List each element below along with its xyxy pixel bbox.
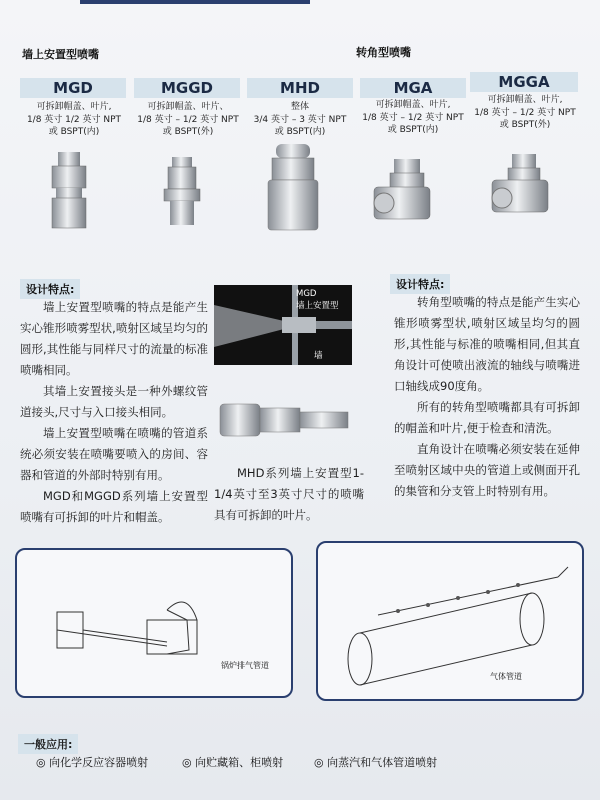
boiler-exhaust-diagram [15,548,293,698]
model-desc-mga: 可拆卸帽盖、叶片, 1/8 英寸 – 1/2 英寸 NPT 或 BSPT(内) [362,100,464,135]
application-item-steam: ◎ 向蒸汽和气体管道喷射 [314,756,438,769]
model-desc-mgga: 可拆卸帽盖、叶片, 1/8 英寸 – 1/2 英寸 NPT 或 BSPT(外) [474,95,576,130]
model-tab-mgga: MGGA [470,72,578,92]
mggd-nozzle-image [158,155,208,230]
section-title-wall: 墙上安置型喷嘴 [22,48,99,61]
mgga-nozzle-image [484,150,564,220]
boiler-exhaust-label: 锅炉排气管道 [221,661,269,670]
mhd-nozzle-image [262,140,324,235]
model-tab-mgd: MGD [20,78,126,98]
design-features-text-right: 转角型喷嘴的特点是能产生实心锥形喷雾型状,喷射区域呈均匀的圆形,其性能与标准的喷嘴相同,但其直角设计可使喷出液流的轴线与喷嘴进口轴线成90度角。 所有的转角型喷嘴都具有可拆卸的帽盖和叶片,便于检查和清洗。 直角设计在喷嘴必须安装在延伸至喷射区域中央的管道上或侧面开孔的集管和分支管上时特别有用。 [394,295,580,498]
gas-pipeline-label: 气体管道 [490,672,522,681]
mhd-description: MHD系列墙上安置型1-1/4英寸至3英寸尺寸的喷嘴具有可拆卸的叶片。 [214,466,364,522]
application-item-storage: ◎ 向贮藏箱、柜喷射 [182,756,284,769]
gas-pipeline-diagram [316,541,584,701]
design-features-text-left: 墙上安置型喷嘴的特点是能产生实心锥形喷雾型状,喷射区域呈均匀的圆形,其性能与同样尺寸的流量的标准喷嘴相同。 其墙上安置接头是一种外螺纹管道接头,尺寸与入口接头相同。 墙上安置型喷嘴在喷嘴的管道系统必须安装在喷嘴要喷入的房间、容器和管道的外部时特别有用。 MGD和MGGD系列墙上安置型喷嘴有可拆卸的叶片和帽盖。 [20,300,208,524]
mga-nozzle-image [370,155,450,225]
photo-label-mgd: MGD [296,289,317,299]
model-desc-mgd: 可拆卸帽盖、叶片, 1/8 英寸 1/2 英寸 NPT 或 BSPT(内) [26,102,122,137]
model-desc-mhd: 整体 3/4 英寸 – 3 英寸 NPT 或 BSPT(内) [253,102,347,137]
spray-photo [214,285,352,365]
model-tab-mggd: MGGD [134,78,240,98]
photo-label-wall-type: 墙上安置型 [296,301,339,311]
model-tab-mhd: MHD [247,78,353,98]
applications-heading: 一般应用: [18,734,78,754]
design-features-heading-left: 设计特点: [20,279,80,299]
top-rule [80,0,310,4]
section-title-corner: 转角型喷嘴 [356,46,411,59]
photo-label-wall: 墙 [314,351,323,361]
model-desc-mggd: 可拆卸帽盖、叶片、 1/8 英寸 – 1/2 英寸 NPT 或 BSPT(外) [137,102,239,137]
application-item-chemical: ◎ 向化学反应容器喷射 [36,756,149,769]
design-features-heading-right: 设计特点: [390,274,450,294]
model-tab-mga: MGA [360,78,466,98]
mgd-nozzle-image [40,150,100,235]
cutaway-nozzle-image [214,396,354,444]
